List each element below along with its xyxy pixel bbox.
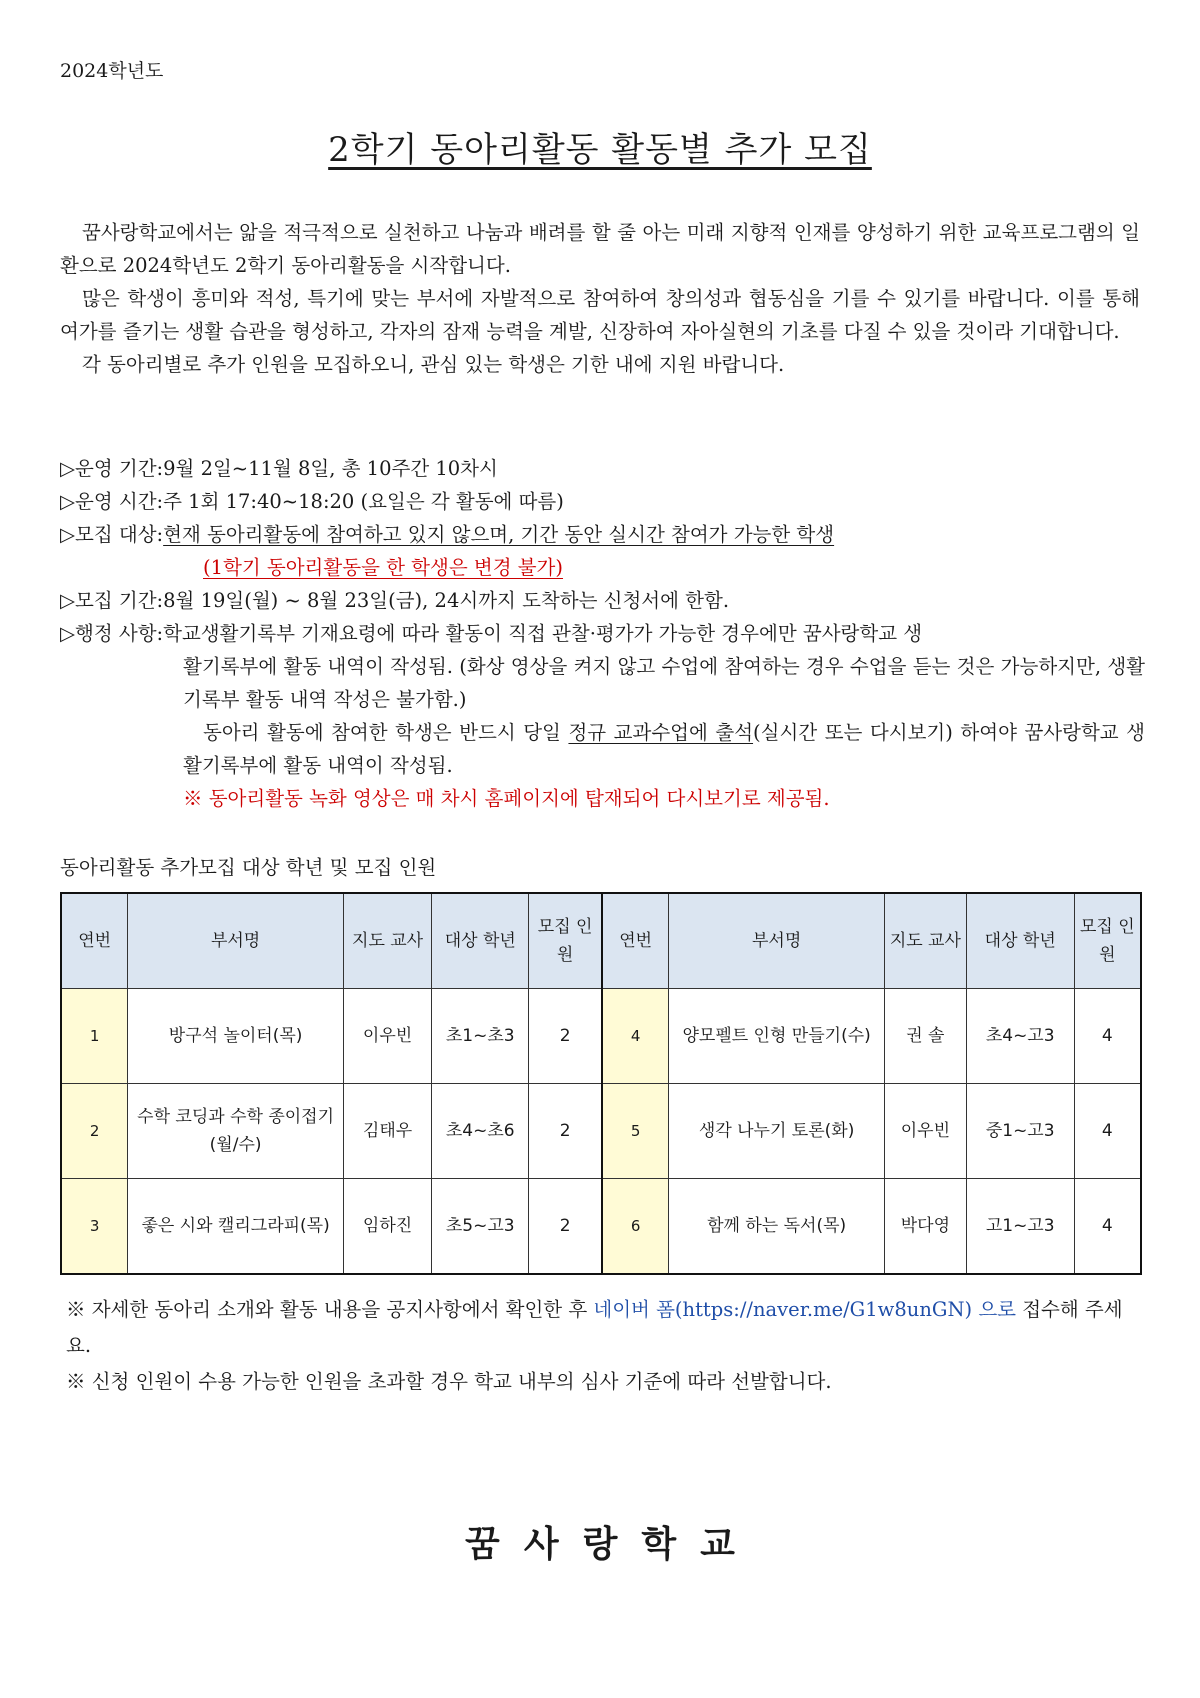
info-time-value: 주 1회 17:40~18:20 (요일은 각 활동에 따름) bbox=[163, 490, 564, 513]
header-teacher-left: 지도 교사 bbox=[343, 893, 431, 989]
club-name: 좋은 시와 캘리그라피(목) bbox=[128, 1179, 344, 1275]
info-recruit bbox=[60, 584, 1145, 617]
table-row bbox=[61, 1179, 1141, 1275]
club-no: 5 bbox=[602, 1084, 669, 1179]
club-grade: 초1~초3 bbox=[432, 989, 529, 1084]
info-admin-note: ※ 동아리활동 녹화 영상은 매 차시 홈페이지에 탑재되어 다시보기로 제공됨. bbox=[183, 787, 830, 810]
info-section bbox=[60, 452, 1145, 815]
club-teacher: 박다영 bbox=[884, 1179, 966, 1275]
club-grade: 초4~고3 bbox=[966, 989, 1074, 1084]
info-recruit-value: 8월 19일(월) ~ 8월 23일(금), 24시까지 도착하는 신청서에 한함. bbox=[163, 589, 730, 612]
club-no: 1 bbox=[61, 989, 128, 1084]
info-period-label: ▷운영 기간: bbox=[60, 457, 164, 480]
info-target-note: (1학기 동아리활동을 한 학생은 변경 불가) bbox=[203, 556, 564, 579]
info-admin-label: ▷행정 사항: bbox=[60, 622, 164, 645]
header-grade-left: 대상 학년 bbox=[432, 893, 529, 989]
club-teacher: 이우빈 bbox=[343, 989, 431, 1084]
school-year: 2024학년도 bbox=[60, 60, 164, 82]
club-count: 2 bbox=[529, 1179, 602, 1275]
club-name: 방구석 놀이터(목) bbox=[128, 989, 344, 1084]
note-selection: ※ 신청 인원이 수용 가능한 인원을 초과할 경우 학교 내부의 심사 기준에 따라 선발합니다. bbox=[66, 1370, 832, 1393]
intro-paragraph-1: 꿈사랑학교에서는 앎을 적극적으로 실천하고 나눔과 배려를 할 줄 아는 미래 지향적 인재를 양성하기 위한 교육프로그램의 일환으로 2024학년도 2학기 동아리활동을 시작합니다. bbox=[60, 221, 1140, 277]
club-teacher: 이우빈 bbox=[884, 1084, 966, 1179]
school-name-footer: 꿈사랑학교 bbox=[465, 1523, 759, 1565]
notes-section bbox=[66, 1292, 1146, 1400]
club-count: 4 bbox=[1074, 1179, 1141, 1275]
club-no: 2 bbox=[61, 1084, 128, 1179]
info-admin bbox=[60, 617, 1145, 650]
club-grade: 중1~고3 bbox=[966, 1084, 1074, 1179]
note-apply bbox=[66, 1292, 1146, 1364]
info-admin-2a: 동아리 활동에 참여한 학생은 반드시 당일 bbox=[203, 721, 569, 744]
club-no: 6 bbox=[602, 1179, 669, 1275]
info-time bbox=[60, 485, 1145, 518]
club-teacher: 권 솔 bbox=[884, 989, 966, 1084]
info-time-label: ▷운영 시간: bbox=[60, 490, 164, 513]
club-grade: 초5~고3 bbox=[432, 1179, 529, 1275]
info-admin-2c: (실시간 또는 다시보기) 하여야 꿈사랑학교 생활기록부에 활동 내역이 작성됨. bbox=[183, 721, 1145, 777]
header-no-left: 연번 bbox=[61, 893, 128, 989]
intro-paragraph-2: 많은 학생이 흥미와 적성, 특기에 맞는 부서에 자발적으로 참여하여 창의성과 협동심을 기를 수 있기를 바랍니다. 이를 통해 여가를 즐기는 생활 습관을 형성하고, 각자의 잠재 능력을 계발, 신장하여 자아실현의 기초를 다질 수 있을 것이라 기대합니다. bbox=[60, 287, 1140, 343]
header-teacher-right: 지도 교사 bbox=[884, 893, 966, 989]
club-no: 4 bbox=[602, 989, 669, 1084]
info-admin-note-row bbox=[60, 782, 1145, 815]
info-period bbox=[60, 452, 1145, 485]
club-name: 수학 코딩과 수학 종이접기(월/수) bbox=[128, 1084, 344, 1179]
intro-section bbox=[60, 216, 1140, 381]
intro-paragraph-3: 각 동아리별로 추가 인원을 모집하오니, 관심 있는 학생은 기한 내에 지원 바랍니다. bbox=[82, 353, 785, 376]
naver-form-link[interactable]: 네이버 폼(https://naver.me/G1w8unGN) 으로 bbox=[593, 1298, 1016, 1321]
club-count: 4 bbox=[1074, 989, 1141, 1084]
club-count: 2 bbox=[529, 989, 602, 1084]
info-admin-2b: 정규 교과수업에 출석 bbox=[568, 721, 754, 744]
info-target-value: 현재 동아리활동에 참여하고 있지 않으며, 기간 동안 실시간 참여가 가능한 학생 bbox=[163, 523, 835, 546]
info-target-note-row bbox=[60, 551, 1145, 584]
header-no-right: 연번 bbox=[602, 893, 669, 989]
club-count: 4 bbox=[1074, 1084, 1141, 1179]
page-title: 2학기 동아리활동 활동별 추가 모집 bbox=[328, 130, 872, 170]
info-target-label: ▷모집 대상: bbox=[60, 523, 164, 546]
club-name: 양모펠트 인형 만들기(수) bbox=[669, 989, 885, 1084]
club-count: 2 bbox=[529, 1084, 602, 1179]
club-grade: 고1~고3 bbox=[966, 1179, 1074, 1275]
note-apply-text: ※ 자세한 동아리 소개와 활동 내용을 공지사항에서 확인한 후 bbox=[66, 1298, 594, 1321]
club-table bbox=[60, 892, 1142, 1275]
club-no: 3 bbox=[61, 1179, 128, 1275]
table-title: 동아리활동 추가모집 대상 학년 및 모집 인원 bbox=[60, 856, 437, 879]
info-admin-line1: 학교생활기록부 기재요령에 따라 활동이 직접 관찰·평가가 가능한 경우에만 꿈사랑학교 생 bbox=[163, 622, 923, 645]
club-name: 함께 하는 독서(목) bbox=[669, 1179, 885, 1275]
header-name-right: 부서명 bbox=[669, 893, 885, 989]
info-recruit-label: ▷모집 기간: bbox=[60, 589, 164, 612]
note-apply-tail: 접수해 주세요. bbox=[66, 1298, 1123, 1357]
info-period-value: 9월 2일~11월 8일, 총 10주간 10차시 bbox=[163, 457, 498, 480]
club-name: 생각 나누기 토론(화) bbox=[669, 1084, 885, 1179]
table-row bbox=[61, 989, 1141, 1084]
info-target bbox=[60, 518, 1145, 551]
club-teacher: 임하진 bbox=[343, 1179, 431, 1275]
table-header-row bbox=[61, 893, 1141, 989]
table-row bbox=[61, 1084, 1141, 1179]
header-count-right: 모집 인원 bbox=[1074, 893, 1141, 989]
header-name-left: 부서명 bbox=[128, 893, 344, 989]
header-count-left: 모집 인원 bbox=[529, 893, 602, 989]
info-admin-rest: 활기록부에 활동 내역이 작성됨. (화상 영상을 켜지 않고 수업에 참여하는 경우 수업을 듣는 것은 가능하지만, 생활기록부 활동 내역 작성은 불가함.) bbox=[183, 655, 1145, 711]
club-teacher: 김태우 bbox=[343, 1084, 431, 1179]
header-grade-right: 대상 학년 bbox=[966, 893, 1074, 989]
info-admin-2 bbox=[60, 716, 1145, 782]
club-grade: 초4~초6 bbox=[432, 1084, 529, 1179]
